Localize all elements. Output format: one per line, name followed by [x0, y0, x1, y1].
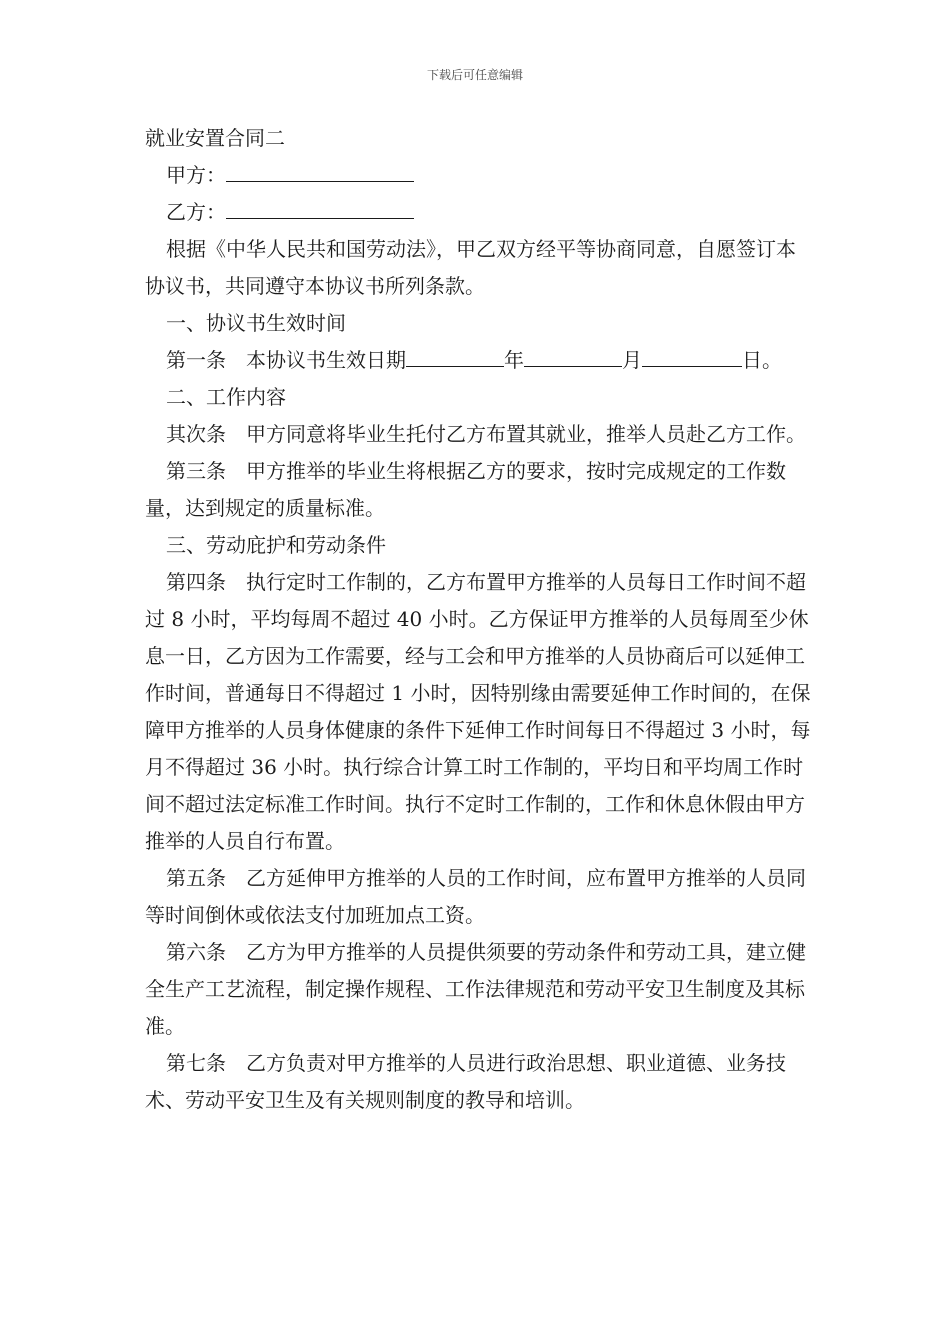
article-3: 第三条 甲方推举的毕业生将根据乙方的要求，按时完成规定的工作数量，达到规定的质量标准。	[145, 459, 786, 520]
party-b-line	[145, 194, 815, 231]
party-a-line	[145, 157, 815, 194]
party-b-label: 乙方：	[166, 200, 226, 224]
contract-document	[145, 120, 815, 1119]
section-heading-1: 一、协议书生效时间	[166, 311, 346, 335]
header-note: 下载后可任意编辑	[426, 68, 523, 82]
year-label: 年	[504, 348, 524, 372]
article-6: 第六条 乙方为甲方推举的人员提供须要的劳动条件和劳动工具，建立健全生产工艺流程，制定操作规程、工作法律规范和劳动平安卫生制度及其标准。	[145, 940, 806, 1038]
day-blank	[642, 342, 742, 367]
article-5: 第五条 乙方延伸甲方推举的人员的工作时间，应布置甲方推举的人员同等时间倒休或依法支付加班加点工资。	[145, 866, 806, 927]
party-b-blank	[226, 194, 414, 219]
month-label: 月	[622, 348, 642, 372]
intro-paragraph: 根据《中华人民共和国劳动法》，甲乙双方经平等协商同意，自愿签订本协议书，共同遵守本协议书所列条款。	[145, 237, 796, 298]
document-title: 就业安置合同二	[145, 126, 285, 150]
article-2: 其次条 甲方同意将毕业生托付乙方布置其就业，推举人员赴乙方工作。	[166, 422, 806, 446]
article-1-text: 第一条 本协议书生效日期	[166, 348, 406, 372]
month-blank	[524, 342, 622, 367]
article-1	[145, 342, 815, 379]
article-4: 第四条 执行定时工作制的，乙方布置甲方推举的人员每日工作时间不超过 8 小时，平均每周不超过 40 小时。乙方保证甲方推举的人员每周至少休息一日，乙方因为工作需要，经与工会和甲方推举的人员协商后可以延伸工作时间，普通每日不得超过 1 小时，因特别缘由需要延伸工作时间的，在保障甲方推举的人员身体健康的条件下延伸工作时间每日不得超过 3 小时，每月不得超过 36 小时。执行综合计算工时工作制的，平均日和平均周工作时间不超过法定标准工作时间。执行不定时工作制的，工作和休息休假由甲方推举的人员自行布置。	[145, 570, 811, 853]
party-a-label: 甲方：	[166, 163, 226, 187]
year-blank	[406, 342, 504, 367]
article-7: 第七条 乙方负责对甲方推举的人员进行政治思想、职业道德、业务技术、劳动平安卫生及有关规则制度的教导和培训。	[145, 1051, 786, 1112]
section-heading-3: 三、劳动庇护和劳动条件	[166, 533, 386, 557]
party-a-blank	[226, 157, 414, 182]
section-heading-2: 二、工作内容	[166, 385, 286, 409]
day-label: 日。	[742, 348, 782, 372]
